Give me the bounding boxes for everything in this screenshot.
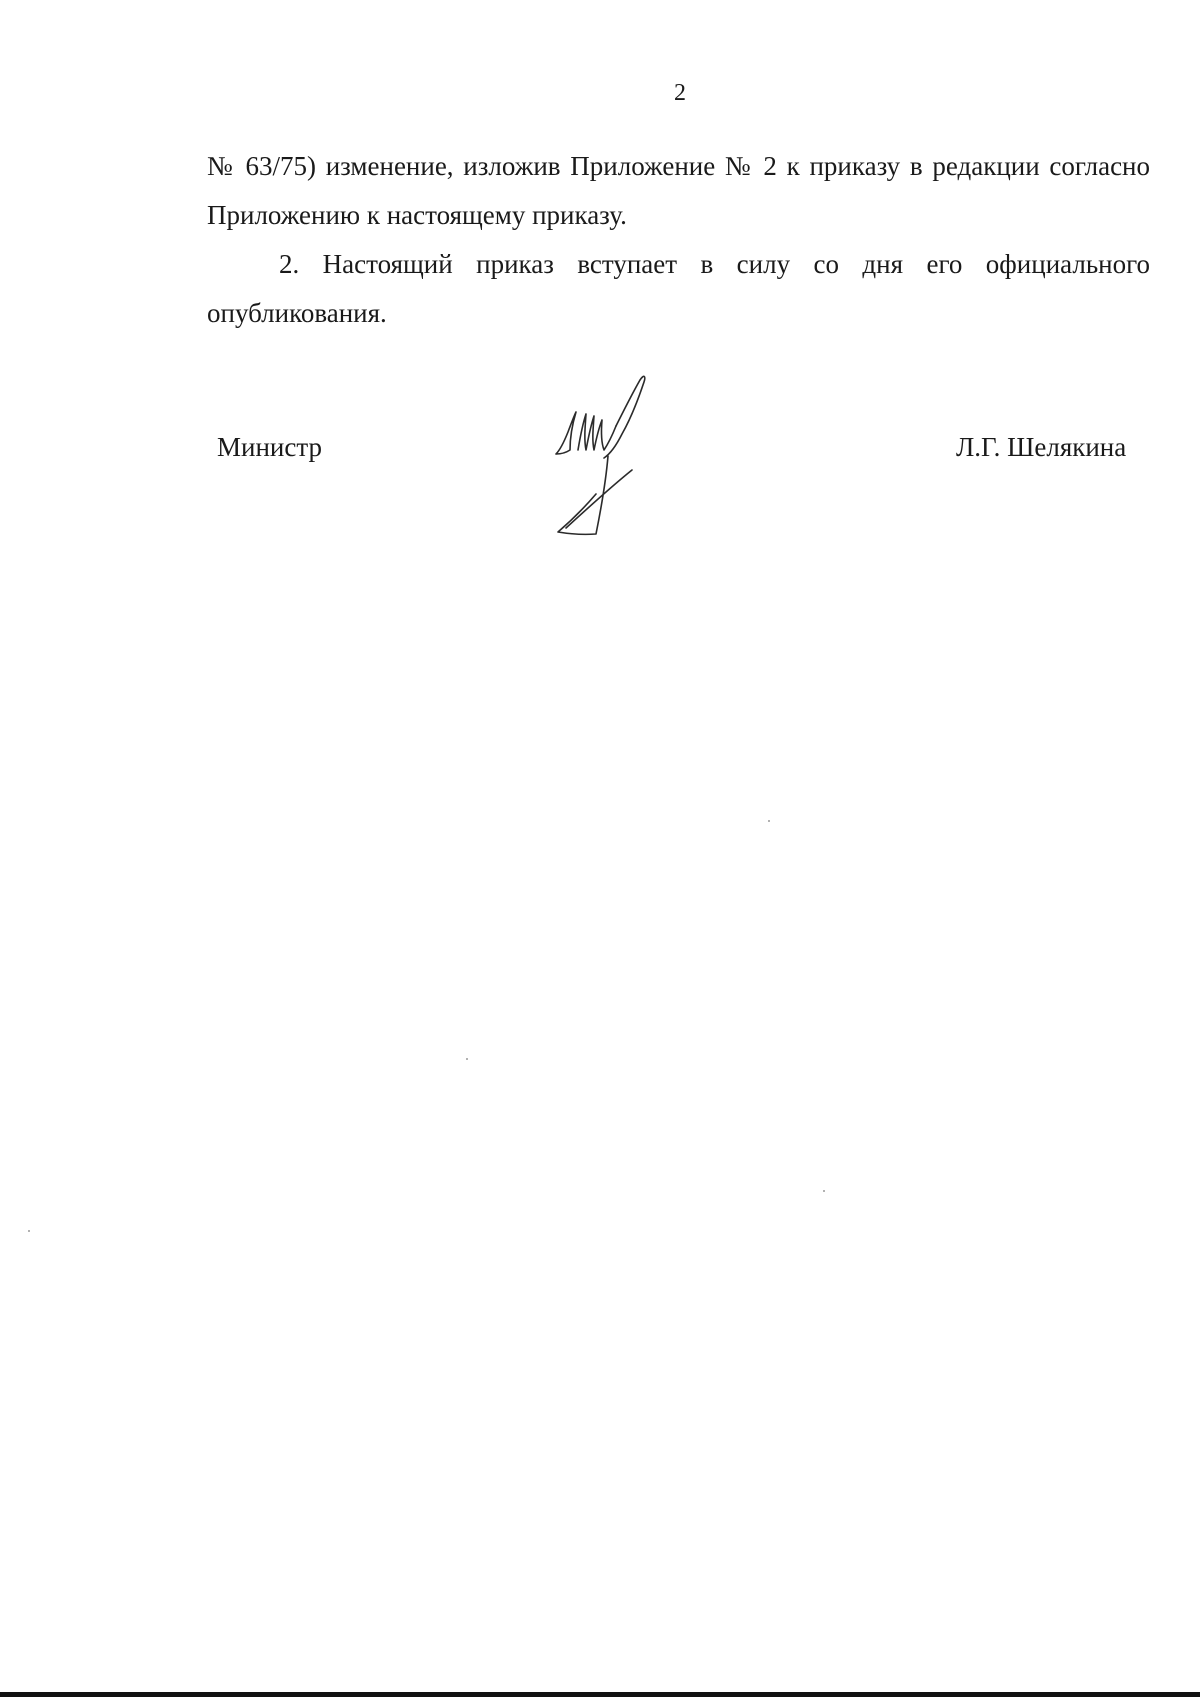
signature-stroke [604, 376, 645, 458]
signature-stroke [558, 456, 608, 534]
signature-stroke [578, 414, 616, 450]
page-number: 2 [674, 80, 686, 106]
paragraph-entry-into-force: 2. Настоящий приказ вступает в силу со дня его официального опубликования. [207, 249, 1150, 328]
scan-speck [768, 820, 770, 822]
signature-stroke [556, 412, 576, 454]
scan-speck [28, 1230, 30, 1232]
paragraph-amendment: № 63/75) изменение, изложив Приложение № 2 к приказу в редакции согласно Приложению к настоящему приказу. [207, 151, 1150, 230]
handwritten-signature [540, 370, 690, 545]
document-body [207, 142, 1150, 338]
scan-bottom-edge [0, 1692, 1200, 1697]
signatory-title: Министр [217, 432, 322, 462]
signatory-name: Л.Г. Шелякина [956, 432, 1127, 462]
scan-speck [823, 1190, 825, 1192]
scan-speck [466, 1058, 468, 1060]
